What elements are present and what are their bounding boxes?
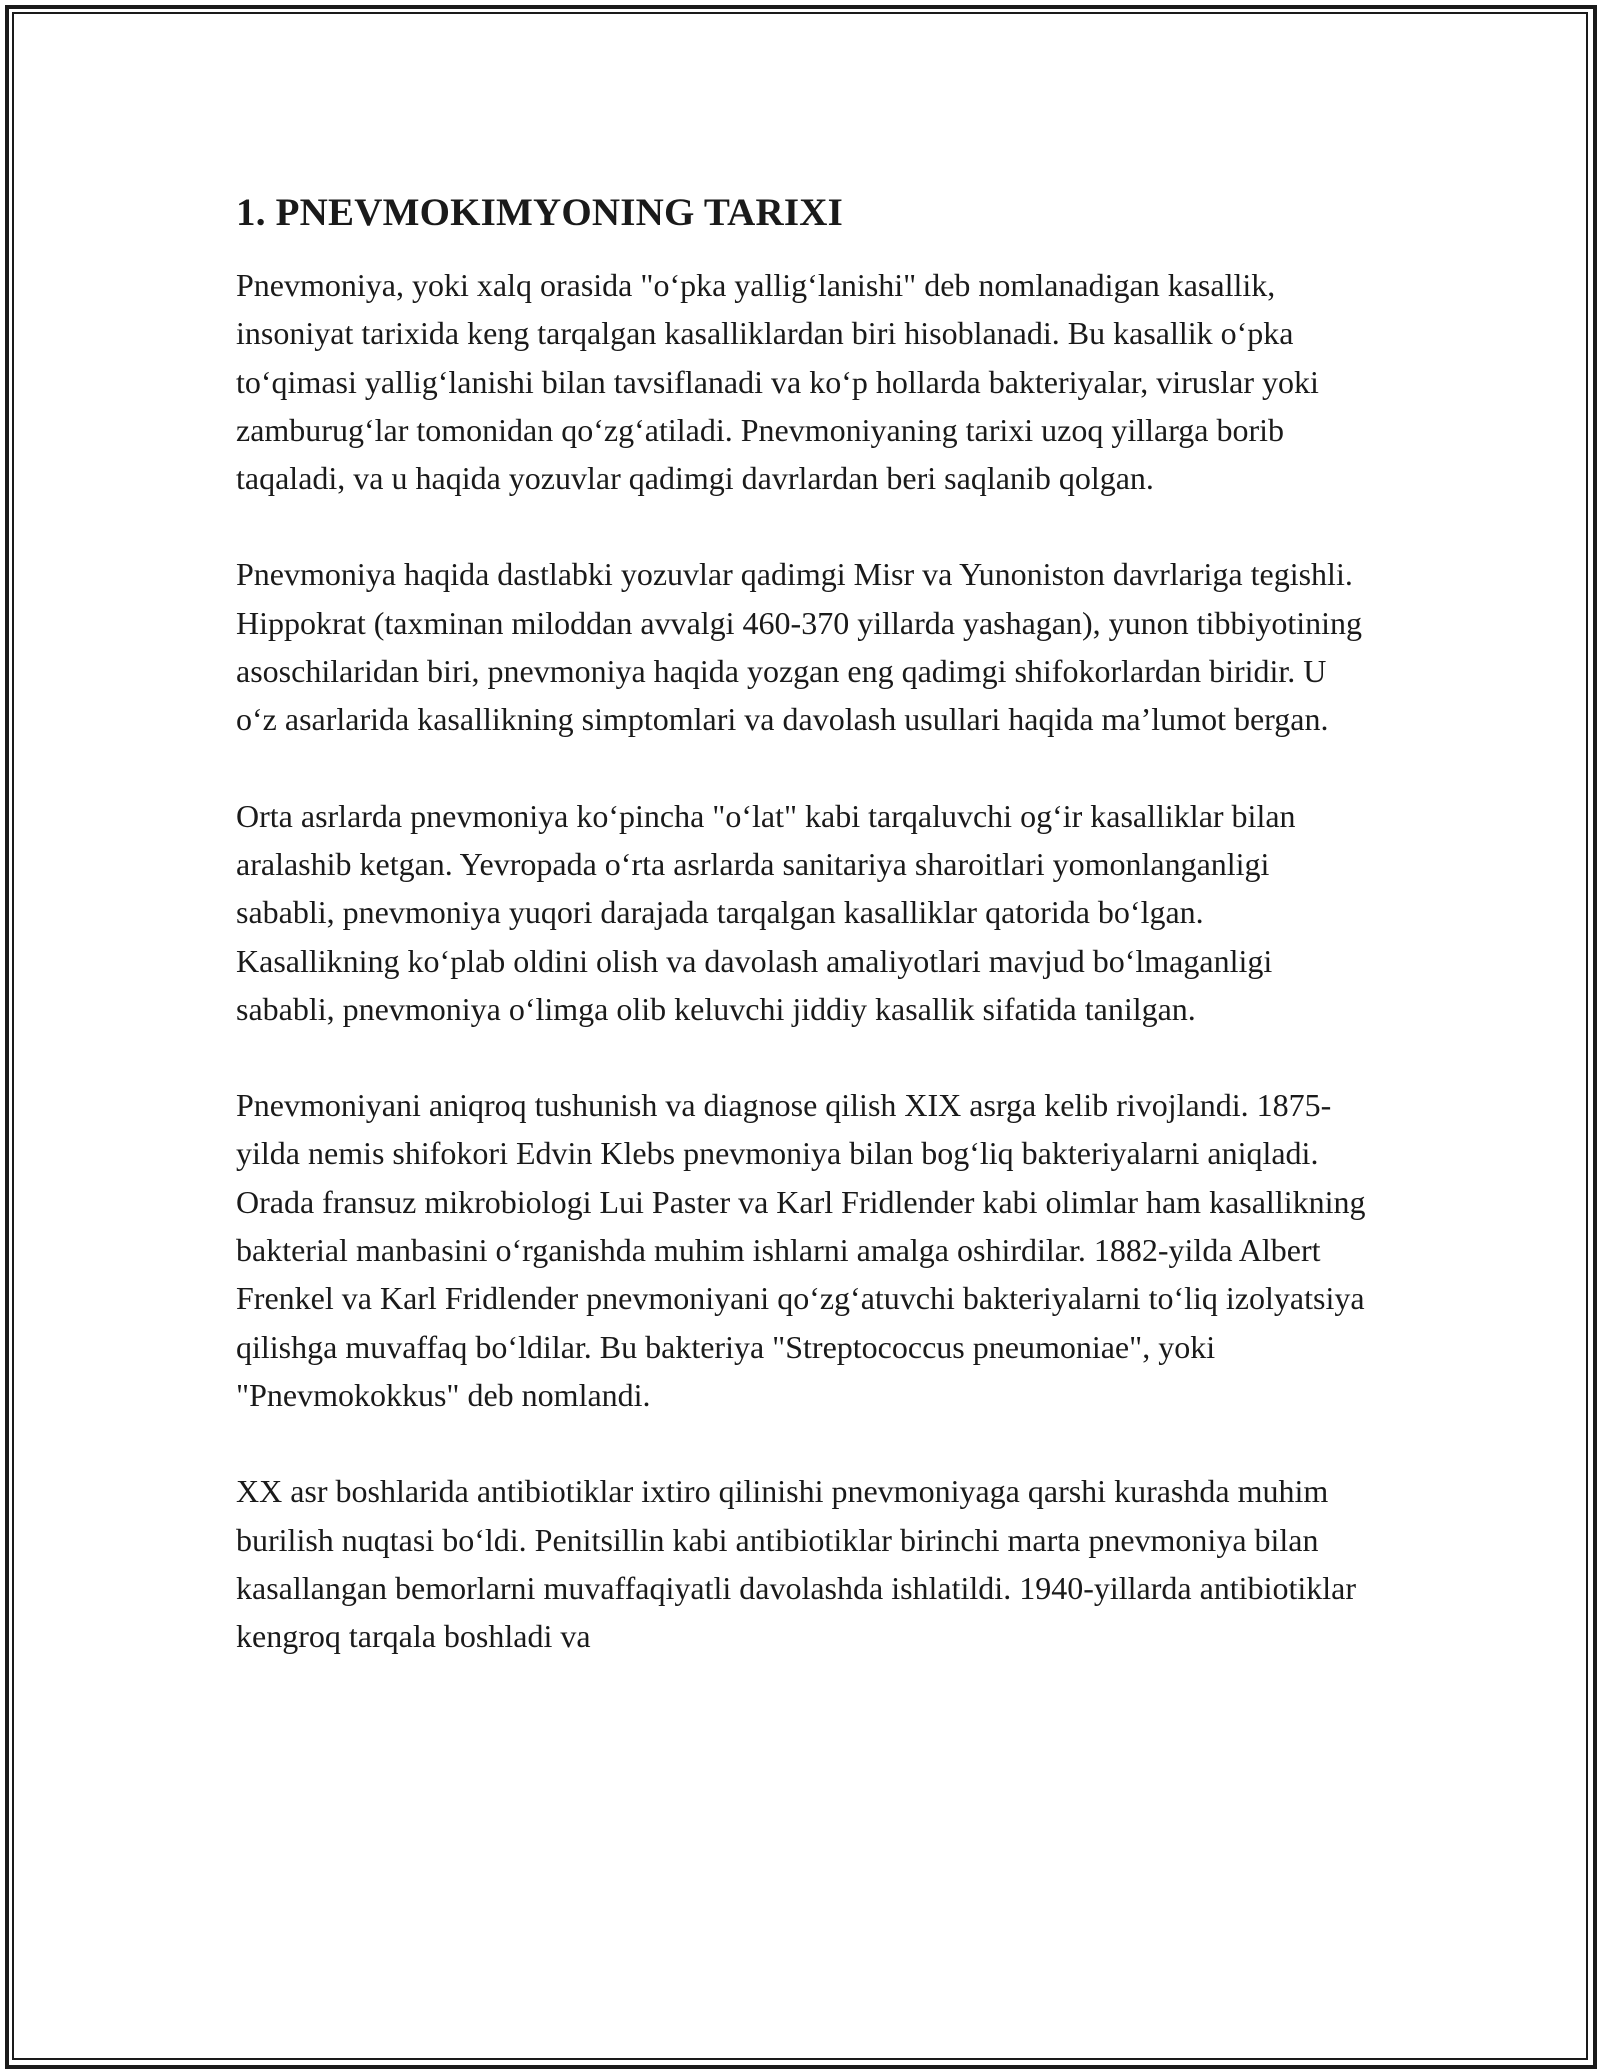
paragraph-2: Pnevmoniya haqida dastlabki yozuvlar qadimgi Misr va Yunoniston davrlariga tegishli. Hippokrat (taxminan miloddan avvalgi 460-370 yillarda yashagan), yunon tibbiyotining asoschilaridan biri, pnevmoniya haqida yozgan eng qadimgi shifokorlardan biridir. U o‘z asarlarida kasallikning simptomlari va davolash usullari haqida ma’lumot bergan.	[236, 556, 1362, 738]
document-body	[236, 185, 1366, 1708]
paragraph-5: XX asr boshlarida antibiotiklar ixtiro qilinishi pnevmoniyaga qarshi kurashda muhim burilish nuqtasi bo‘ldi. Penitsillin kabi antibiotiklar birinchi marta pnevmoniya bilan kasallangan bemorlarni muvaffaqiyatli davolashda ishlatildi. 1940-yillarda antibiotiklar kengroq tarqala boshladi va	[236, 1473, 1356, 1655]
paragraph-3: Orta asrlarda pnevmoniya ko‘pincha "o‘lat" kabi tarqaluvchi og‘ir kasalliklar bilan aralashib ketgan. Yevropada o‘rta asrlarda sanitariya sharoitlari yomonlanganligi sababli, pnevmoniya yuqori darajada tarqalgan kasalliklar qatorida bo‘lgan. Kasallikning ko‘plab oldini olish va davolash amaliyotlari mavjud bo‘lmaganligi sababli, pnevmoniya o‘limga olib keluvchi jiddiy kasallik sifatida tanilgan.	[236, 797, 1296, 1027]
paragraph-4: Pnevmoniyani aniqroq tushunish va diagnose qilish XIX asrga kelib rivojlandi. 1875-yilda nemis shifokori Edvin Klebs pnevmoniya bilan bog‘liq bakteriyalarni aniqladi. Orada fransuz mikrobiologi Lui Paster va Karl Fridlender kabi olimlar ham kasallikning bakterial manbasini o‘rganishda muhim ishlarni amalga oshirdilar. 1882-yilda Albert Frenkel va Karl Fridlender pnevmoniyani qo‘zg‘atuvchi bakteriyalarni to‘liq izolyatsiya qilishga muvaffaq bo‘ldilar. Bu bakteriya "Streptococcus pneumoniae", yoki "Pnevmokokkus" deb nomlandi.	[236, 1087, 1366, 1413]
section-heading: 1. PNEVMOKIMYONING TARIXI	[236, 191, 843, 234]
paragraph-1: Pnevmoniya, yoki xalq orasida "o‘pka yallig‘lanishi" deb nomlanadigan kasallik, insoniyat tarixida keng tarqalgan kasalliklardan biri hisoblanadi. Bu kasallik o‘pka to‘qimasi yallig‘lanishi bilan tavsiflanadi va ko‘p hollarda bakteriyalar, viruslar yoki zamburug‘lar tomonidan qo‘zg‘atiladi. Pnevmoniyaning tarixi uzoq yillarga borib taqaladi, va u haqida yozuvlar qadimgi davrlardan beri saqlanib qolgan.	[236, 267, 1319, 497]
